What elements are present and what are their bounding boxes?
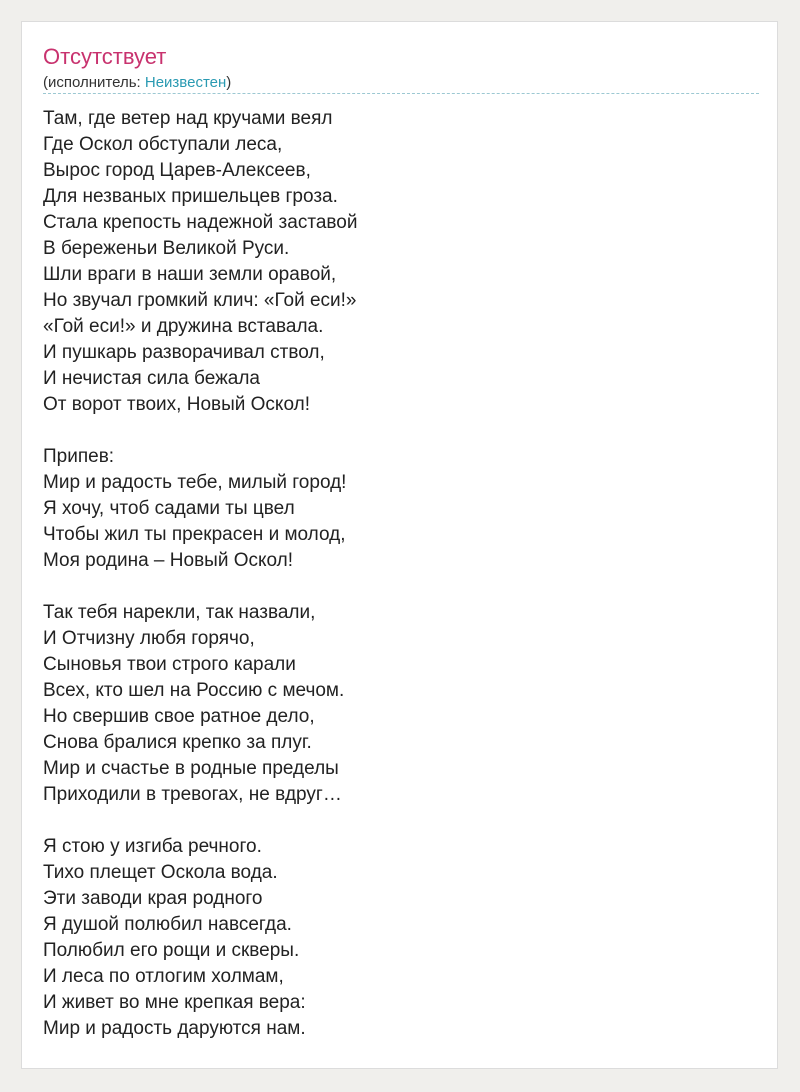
lyric-line: Мир и счастье в родные пределы — [43, 758, 339, 779]
artist-suffix: ) — [226, 74, 232, 91]
lyric-line: Шли враги в наши земли оравой, — [43, 264, 337, 285]
artist-prefix: (исполнитель: — [43, 74, 145, 91]
lyric-line: Но звучал громкий клич: «Гой еси!» — [43, 290, 357, 311]
lyric-line: «Гой еси!» и дружина вставала. — [43, 316, 324, 337]
stanza-gap — [43, 418, 357, 444]
lyric-line: Стала крепость надежной заставой — [43, 212, 358, 233]
lyric-line: Мир и радость даруются нам. — [43, 1018, 306, 1039]
lyric-line: Чтобы жил ты прекрасен и молод, — [43, 524, 346, 545]
lyric-line: Где Оскол обступали леса, — [43, 134, 283, 155]
lyric-line: Всех, кто шел на Россию с мечом. — [43, 680, 345, 701]
lyric-line: Там, где ветер над кручами веял — [43, 108, 333, 129]
verse-3 — [43, 834, 357, 1042]
stanza-gap — [43, 808, 357, 834]
lyric-line: Тихо плещет Оскола вода. — [43, 862, 278, 883]
lyric-line: Я душой полюбил навсегда. — [43, 914, 292, 935]
lyric-line: Для незваных пришельцев гроза. — [43, 186, 338, 207]
verse-2 — [43, 600, 357, 808]
chorus-label: Припев: — [43, 446, 115, 467]
lyric-line: Снова бралися крепко за плуг. — [43, 732, 312, 753]
stanza-gap — [43, 574, 357, 600]
lyrics-text — [43, 106, 357, 1042]
lyric-line: Я стою у изгиба речного. — [43, 836, 262, 857]
lyric-line: В береженьи Великой Руси. — [43, 238, 290, 259]
lyric-line: И Отчизну любя горячо, — [43, 628, 255, 649]
lyric-line: Вырос город Царев-Алексеев, — [43, 160, 311, 181]
lyric-line: Я хочу, чтоб садами ты цвел — [43, 498, 295, 519]
lyrics-card — [21, 21, 778, 1069]
song-title: Отсутствует — [43, 44, 167, 69]
lyric-line: Эти заводи края родного — [43, 888, 263, 909]
lyric-line: Сыновья твои строго карали — [43, 654, 296, 675]
artist-line — [43, 74, 231, 91]
verse-1 — [43, 106, 357, 418]
lyric-line: И пушкарь разворачивал ствол, — [43, 342, 325, 363]
lyric-line: Моя родина – Новый Оскол! — [43, 550, 294, 571]
lyric-line: От ворот твоих, Новый Оскол! — [43, 394, 310, 415]
lyric-line: Мир и радость тебе, милый город! — [43, 472, 347, 493]
lyric-line: Приходили в тревогах, не вдруг… — [43, 784, 342, 805]
lyric-line: И леса по отлогим холмам, — [43, 966, 284, 987]
lyric-line: Но свершив свое ратное дело, — [43, 706, 315, 727]
lyric-line: И живет во мне крепкая вера: — [43, 992, 306, 1013]
lyric-line: И нечистая сила бежала — [43, 368, 260, 389]
artist-link[interactable]: Неизвестен — [144, 74, 227, 91]
lyric-line: Полюбил его рощи и скверы. — [43, 940, 300, 961]
lyric-line: Так тебя нарекли, так назвали, — [43, 602, 316, 623]
header-divider — [43, 93, 759, 94]
chorus — [43, 444, 357, 574]
